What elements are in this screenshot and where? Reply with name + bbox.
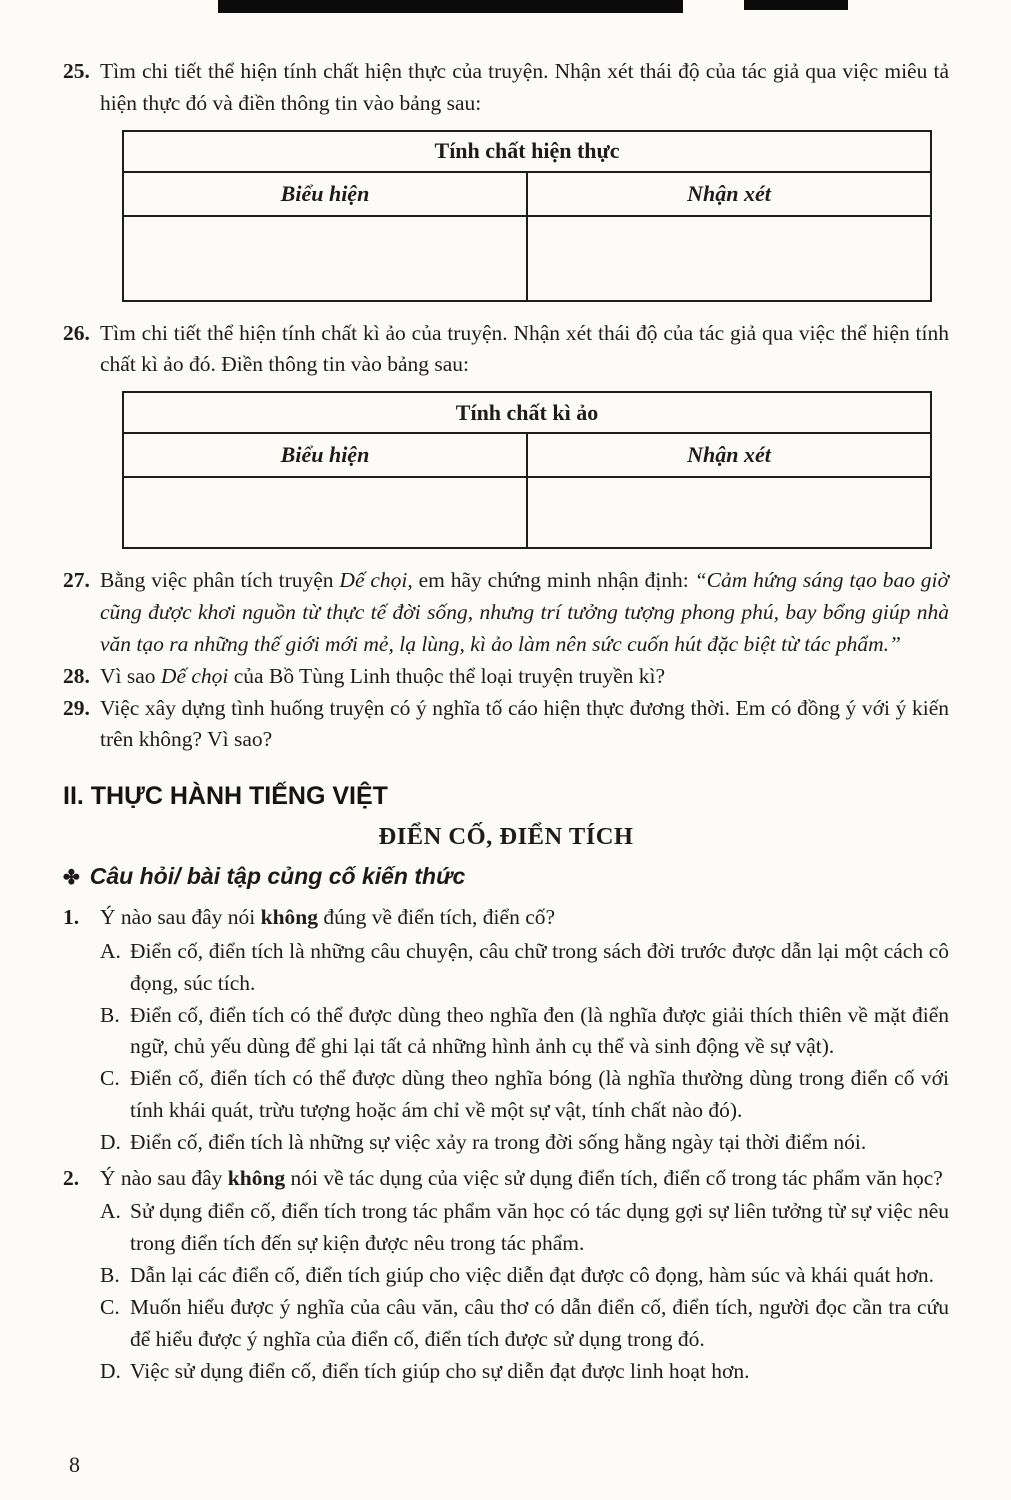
question-number: 25.: [63, 59, 90, 83]
question-number: 1.: [63, 905, 80, 930]
question-27: [63, 565, 949, 660]
question-text: đúng về điển tích, điển cố?: [318, 905, 556, 930]
question-number: 27.: [63, 568, 90, 593]
question-text: của Bồ Tùng Linh thuộc thể loại truyện truyền kì?: [228, 663, 666, 688]
question-text: Bằng việc phân tích truyện: [100, 568, 340, 593]
question-number: 2.: [63, 1165, 80, 1190]
emphasis-word: không: [227, 1165, 286, 1190]
table-title: Tính chất kì ảo: [123, 392, 931, 433]
option-a: [100, 936, 949, 1000]
option-label: A.: [100, 938, 121, 963]
table-empty-cell: [527, 477, 931, 548]
option-a: [100, 1196, 949, 1260]
option-label: D.: [100, 1358, 121, 1383]
table-header-nhan-xet: Nhận xét: [527, 433, 931, 477]
question-text: Tìm chi tiết thể hiện tính chất kì ảo của truyện. Nhận xét thái độ của tác giả qua việc thể hiện tính chất kì ảo đó. Điền thông tin vào bảng sau:: [100, 320, 949, 377]
option-c: [100, 1292, 949, 1356]
option-label: B.: [100, 1263, 120, 1288]
four-petal-icon: ✤: [63, 867, 80, 890]
option-label: D.: [100, 1129, 121, 1154]
option-text: Muốn hiểu được ý nghĩa của câu văn, câu thơ có dẫn điển cố, điển tích, người đọc cần tra cứu để hiểu được ý nghĩa của điển cố, điển tích được sử dụng trong đó.: [130, 1294, 949, 1351]
question-text: Tìm chi tiết thể hiện tính chất hiện thực của truyện. Nhận xét thái độ của tác giả qua việc miêu tả hiện thực đó và điền thông tin vào bảng sau:: [100, 59, 949, 115]
question-29: [63, 693, 949, 757]
question-26: [63, 318, 949, 382]
page-number: 8: [69, 1452, 80, 1477]
section-heading: II. THỰC HÀNH TIẾNG VIỆT: [63, 782, 388, 811]
question-text: Ý nào sau đây nói: [100, 905, 261, 930]
option-text: Điển cố, điển tích là những sự việc xảy ra trong đời sống hằng ngày tại thời điểm nói.: [130, 1129, 867, 1154]
question-text: , em hãy chứng minh nhận định:: [407, 568, 695, 593]
question-text: nói về tác dụng của việc sử dụng điển tích, điển cố trong tác phẩm văn học?: [285, 1165, 943, 1190]
question-28: [63, 661, 949, 693]
scan-artifact-bar: [744, 0, 848, 10]
option-label: A.: [100, 1199, 121, 1224]
table-tinh-chat-ki-ao: [122, 391, 932, 549]
option-label: C.: [100, 1066, 120, 1091]
question-text: Việc xây dựng tình huống truyện có ý nghĩa tố cáo hiện thực đương thời. Em có đồng ý với ý kiến trên không? Vì sao?: [100, 695, 949, 752]
option-text: Sử dụng điển cố, điển tích trong tác phẩm văn học có tác dụng gợi sự liên tưởng từ sự việc nêu trong điển tích đến sự kiện được nêu trong tác phẩm.: [130, 1199, 949, 1256]
emphasis-word: không: [260, 905, 318, 930]
question-text: Ý nào sau đây: [100, 1165, 228, 1190]
question-text: Vì sao: [100, 663, 161, 688]
option-b: [100, 1260, 949, 1292]
option-label: B.: [100, 1002, 120, 1027]
lesson-title: ĐIỂN CỐ, ĐIỂN TÍCH: [378, 823, 634, 851]
table-tinh-chat-hien-thuc: [122, 130, 932, 302]
work-title: Dế chọi: [339, 568, 408, 593]
option-text: Điển cố, điển tích là những câu chuyện, câu chữ trong sách đời trước được dẫn lại một cách cô đọng, súc tích.: [130, 938, 949, 995]
option-d: [100, 1127, 949, 1159]
quoted-statement: “Cảm hứng sáng tạo bao giờ cũng được khơi nguồn từ thực tế đời sống, nhưng trí tưởng tượng phong phú, bay bổng giúp nhà văn tạo ra những thế giới mới mẻ, lạ lùng, kì ảo làm nên sức cuốn hút đặc biệt từ tác phẩm.”: [100, 568, 949, 656]
option-b: [100, 1000, 949, 1064]
question-number: 29.: [63, 695, 90, 720]
question-number: 26.: [63, 320, 90, 345]
option-c: [100, 1063, 949, 1127]
table-empty-cell: [123, 477, 527, 548]
option-text: Việc sử dụng điển cố, điển tích giúp cho sự diễn đạt được linh hoạt hơn.: [130, 1358, 750, 1383]
work-title: Dế chọi: [160, 663, 229, 688]
option-text: Điển cố, điển tích có thể được dùng theo nghĩa đen (là nghĩa được giải thích thiên về mặt điển ngữ, chủ yếu dùng để ghi lại tất cả những hình ảnh cụ thể và sinh động về sự vật).: [130, 1002, 949, 1059]
mc1-options: [100, 936, 949, 1159]
table-header-nhan-xet: Nhận xét: [527, 172, 931, 216]
question-25: [63, 56, 949, 120]
table-header-bieu-hien: Biểu hiện: [123, 433, 527, 477]
subheading-text: Câu hỏi/ bài tập củng cố kiến thức: [89, 863, 466, 890]
knowledge-subheading: [63, 863, 949, 890]
scan-artifact-bar: [218, 0, 683, 13]
table-header-bieu-hien: Biểu hiện: [123, 172, 527, 216]
option-d: [100, 1356, 949, 1388]
option-label: C.: [100, 1294, 120, 1319]
question-number: 28.: [63, 663, 90, 688]
table-empty-cell: [527, 216, 931, 301]
option-text: Dẫn lại các điển cố, điển tích giúp cho việc diễn đạt được cô đọng, hàm súc và khái quát hơn.: [130, 1263, 934, 1288]
table-title: Tính chất hiện thực: [123, 131, 931, 172]
mc-question-1: [63, 902, 949, 934]
table-empty-cell: [123, 216, 527, 301]
mc-question-2: [63, 1163, 949, 1195]
mc2-options: [100, 1196, 949, 1387]
option-text: Điển cố, điển tích có thể được dùng theo nghĩa bóng (là nghĩa thường dùng trong điển cố với tính khái quát, trừu tượng hoặc ám chỉ về một sự vật, tính chất nào đó).: [130, 1066, 949, 1122]
